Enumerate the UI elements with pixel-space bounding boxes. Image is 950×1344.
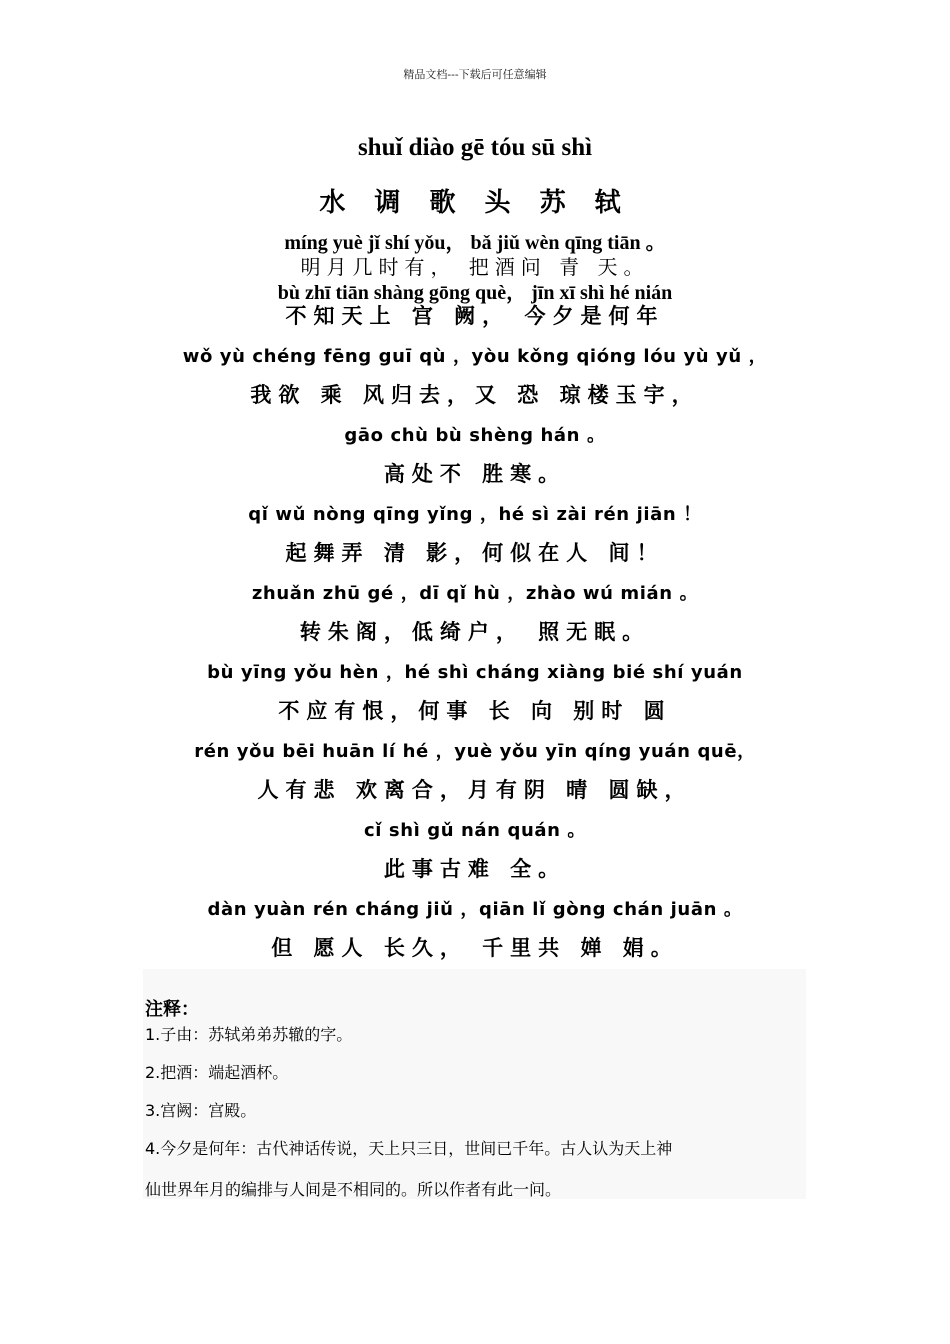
poem-line-hanzi: 明月几时有， 把酒问 青 天。 [300,255,650,279]
poem-line-pinyin: gāo chù bù shèng hán 。 [344,425,606,446]
poem-line-pinyin: míng yuè jǐ shí yǒu， bǎ jiǔ wèn qīng tiān 。 [284,232,666,254]
poem-line-pinyin: dàn yuàn rén cháng jiǔ ，qiān lǐ gòng chán juān 。 [207,899,743,920]
poem-line-hanzi: 此事古难 全。 [383,857,567,881]
notes-title: 注释： [145,999,199,1020]
note-item: 仙世界年月的编排与人间是不相同的。所以作者有此一问。 [145,1180,562,1199]
poem-line-pinyin: zhuǎn zhū gé ，dī qǐ hù ，zhào wú mián 。 [251,583,699,604]
poem-line-hanzi: 不应有恨，何事 长 向 别时 圆 [278,699,672,723]
page-header: 精品文档---下载后可任意编辑 [403,68,547,81]
poem-title-hanzi: 水 调 歌 头 苏 轼 [319,188,631,218]
poem-line-pinyin: bù yīng yǒu hèn ，hé shì cháng xiàng bié shí yuán [207,662,743,683]
poem-line-hanzi: 转朱阁，低绮户， 照无眠。 [299,620,651,644]
poem-line-pinyin: bù zhī tiān shàng gōng què， jīn xī shì hé nián [277,282,673,304]
note-item: 4.今夕是何年：古代神话传说，天上只三日，世间已千年。古人认为天上神 [145,1139,673,1158]
poem-line-hanzi: 高处不 胜寒。 [383,462,567,486]
poem-line-pinyin: qǐ wǔ nòng qīng yǐng ，hé sì zài rén jiān ！ [248,504,702,525]
note-item: 3.宫阙：宫殿。 [145,1101,257,1120]
poem-line-hanzi: 我欲 乘 风归去，又 恐 琼楼玉宇， [250,383,700,407]
notes-section [143,969,806,1199]
poem-line-hanzi: 人有悲 欢离合，月有阴 晴 圆缺， [257,778,693,802]
poem-line-hanzi: 不知天上 宫 阙， 今夕是何年 [285,304,665,328]
poem-title-pinyin: shuǐ diào gē tóu sū shì [357,134,593,161]
note-item: 1.子由：苏轼弟弟苏辙的字。 [145,1025,353,1044]
note-item: 2.把酒：端起酒杯。 [145,1063,289,1082]
poem-line-hanzi: 起舞弄 清 影，何似在人 间！ [285,541,665,565]
poem-line-pinyin: rén yǒu bēi huān lí hé ，yuè yǒu yīn qíng yuán quē， [194,741,756,762]
poem-line-pinyin: cǐ shì gǔ nán quán 。 [363,820,586,841]
poem-line-hanzi: 但 愿人 长久， 千里共 婵 娟。 [271,936,679,960]
poem-line-pinyin: wǒ yù chéng fēng guī qù ，yòu kǒng qióng lóu yù yǔ ， [182,346,768,367]
